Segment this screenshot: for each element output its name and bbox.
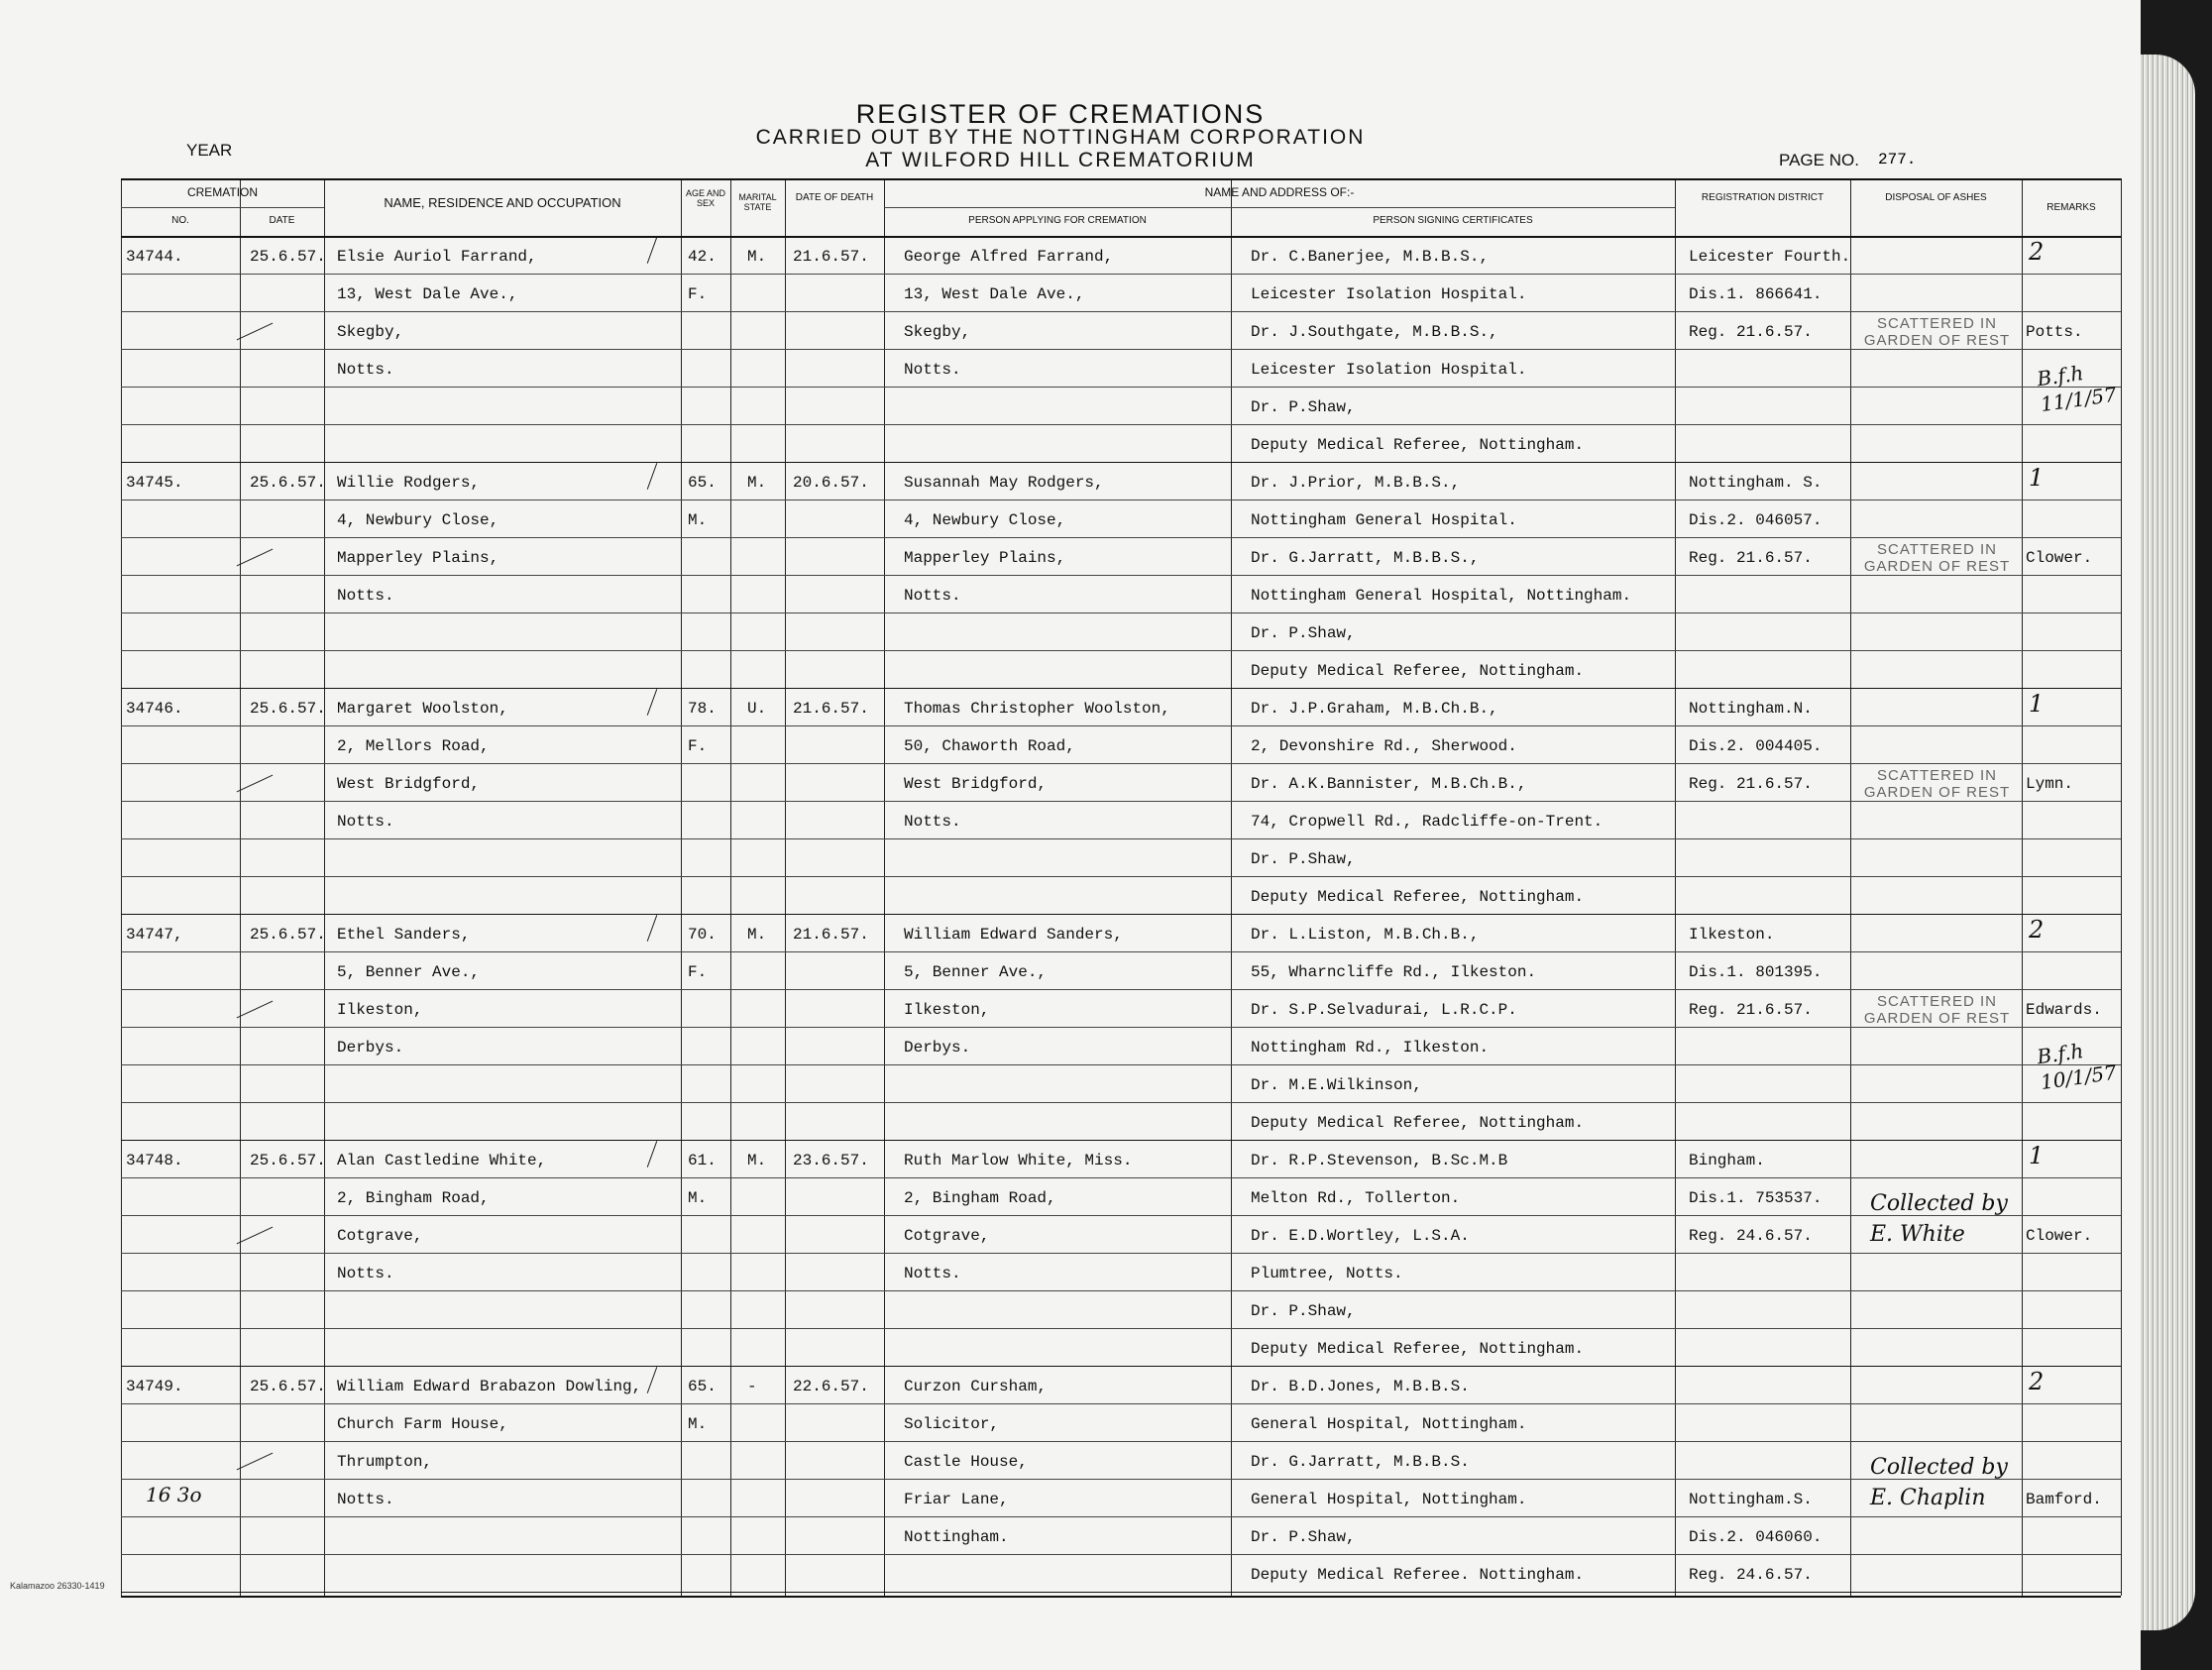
applicant-address-line: 13, West Dale Ave., — [904, 285, 1085, 303]
ashes-disposal: Collected by E. White — [1870, 1191, 2008, 1247]
ashes-disposal: SCATTERED IN GARDEN OF REST — [1863, 541, 2011, 576]
certifier-line: Deputy Medical Referee, Nottingham. — [1251, 662, 1585, 680]
certifier-line: 2, Devonshire Rd., Sherwood. — [1251, 737, 1517, 755]
row-rule — [121, 1177, 2121, 1178]
registration-line: Nottingham. S. — [1689, 474, 1823, 492]
table-border — [121, 178, 2121, 180]
registration-line: Dis.2. 046057. — [1689, 511, 1823, 529]
row-rule — [121, 311, 2121, 312]
applicant-address-line: Castle House, — [904, 1453, 1028, 1471]
tick-mark — [647, 237, 658, 264]
deceased-address-line: Notts. — [337, 587, 394, 605]
applicant-name: William Edward Sanders, — [904, 926, 1123, 944]
tick-mark — [237, 775, 274, 793]
remark-number: 1 — [2029, 1142, 2045, 1169]
certifier-line: Dr. P.Shaw, — [1251, 1528, 1356, 1546]
applicant-address-line: Derbys. — [904, 1039, 971, 1057]
applicant-address-line: 50, Chaworth Road, — [904, 737, 1075, 755]
marital-state: M. — [747, 926, 767, 944]
remark-name: Edwards. — [2026, 1001, 2102, 1019]
certifier-line: Deputy Medical Referee, Nottingham. — [1251, 1114, 1585, 1132]
row-rule — [121, 1479, 2121, 1480]
entry-divider — [121, 462, 2121, 463]
entry-divider — [121, 1366, 2121, 1367]
deceased-name: Margaret Woolston, — [337, 700, 508, 718]
age: 65. — [688, 474, 717, 492]
tick-mark — [647, 915, 658, 942]
applicant-name: Thomas Christopher Woolston, — [904, 700, 1170, 718]
applicant-address-line: Ilkeston, — [904, 1001, 990, 1019]
certifier-line: Leicester Isolation Hospital. — [1251, 285, 1527, 303]
remark-number: 2 — [2029, 1368, 2045, 1395]
cremation-date: 25.6.57. — [250, 248, 326, 266]
date-of-death: 21.6.57. — [793, 926, 869, 944]
deceased-address-line: Skegby, — [337, 323, 404, 341]
row-rule — [121, 500, 2121, 501]
certifier-line: Dr. A.K.Bannister, M.B.Ch.B., — [1251, 775, 1527, 793]
row-rule — [121, 838, 2121, 839]
certifier-line: Deputy Medical Referee, Nottingham. — [1251, 436, 1585, 454]
cremation-date: 25.6.57. — [250, 474, 326, 492]
row-rule — [121, 725, 2121, 726]
row-rule — [121, 1554, 2121, 1555]
column-rule — [1231, 178, 1232, 1596]
printer-imprint: Kalamazoo 26330-1419 — [10, 1581, 105, 1591]
applicant-address-line: 5, Benner Ave., — [904, 963, 1048, 981]
row-rule — [121, 801, 2121, 802]
tick-mark — [647, 1141, 658, 1168]
header-no: NO. — [171, 215, 189, 226]
header-rule — [121, 207, 324, 208]
certifier-line: Nottingham Rd., Ilkeston. — [1251, 1039, 1490, 1057]
remark-number: 2 — [2029, 238, 2045, 266]
header-date-of-death: DATE OF DEATH — [795, 192, 874, 203]
applicant-address-line: Mapperley Plains, — [904, 549, 1066, 567]
deceased-address-line: 4, Newbury Close, — [337, 511, 499, 529]
applicant-name: George Alfred Farrand, — [904, 248, 1114, 266]
registration-line: Leicester Fourth. — [1689, 248, 1851, 266]
tick-mark — [237, 1227, 274, 1245]
sex: M. — [688, 511, 708, 529]
applicant-address-line: 2, Bingham Road, — [904, 1189, 1056, 1207]
tick-mark — [237, 1001, 274, 1019]
certifier-line: Dr. J.Southgate, M.B.B.S., — [1251, 323, 1498, 341]
deceased-address-line: 5, Benner Ave., — [337, 963, 481, 981]
row-rule — [121, 424, 2121, 425]
column-rule — [1675, 178, 1676, 1596]
registration-line: Nottingham.N. — [1689, 700, 1813, 718]
ashes-disposal: SCATTERED IN GARDEN OF REST — [1863, 315, 2011, 350]
remark-number: 1 — [2029, 464, 2045, 492]
remark-initials: B.f.h 11/1/57 — [2035, 361, 2119, 417]
header-applicant: PERSON APPLYING FOR CREMATION — [968, 215, 1147, 226]
certifier-line: Deputy Medical Referee, Nottingham. — [1251, 888, 1585, 906]
entry-divider — [121, 688, 2121, 689]
age: 78. — [688, 700, 717, 718]
registration-line: Dis.1. 753537. — [1689, 1189, 1823, 1207]
marital-state: M. — [747, 474, 767, 492]
row-rule — [121, 1253, 2121, 1254]
remark-name: Lymn. — [2026, 775, 2074, 793]
entry-divider — [121, 1140, 2121, 1141]
cremation-date: 25.6.57. — [250, 1152, 326, 1169]
column-rule — [121, 178, 122, 1596]
certifier-line: Leicester Isolation Hospital. — [1251, 361, 1527, 379]
date-of-death: 21.6.57. — [793, 700, 869, 718]
sex: M. — [688, 1415, 708, 1433]
applicant-address-line: Notts. — [904, 813, 961, 831]
row-rule — [121, 1102, 2121, 1103]
registration-line: Nottingham.S. — [1689, 1491, 1813, 1508]
header-disposal: DISPOSAL OF ASHES — [1885, 192, 1987, 203]
remark-name: Clower. — [2026, 1227, 2093, 1245]
row-rule — [121, 1027, 2121, 1028]
tick-mark — [237, 549, 274, 567]
remark-number: 2 — [2029, 916, 2045, 944]
certifier-line: Dr. B.D.Jones, M.B.B.S. — [1251, 1378, 1470, 1395]
registration-line: Reg. 21.6.57. — [1689, 323, 1813, 341]
remark-name: Bamford. — [2026, 1491, 2102, 1508]
cremation-number: 34749. — [126, 1378, 183, 1395]
certifier-line: Melton Rd., Tollerton. — [1251, 1189, 1461, 1207]
entry-divider — [121, 914, 2121, 915]
ashes-disposal: SCATTERED IN GARDEN OF REST — [1863, 993, 2011, 1028]
column-rule — [681, 178, 682, 1596]
cremation-number: 34745. — [126, 474, 183, 492]
registration-line: Reg. 24.6.57. — [1689, 1227, 1813, 1245]
row-rule — [121, 876, 2121, 877]
deceased-address-line: 13, West Dale Ave., — [337, 285, 518, 303]
deceased-address-line: 2, Mellors Road, — [337, 737, 490, 755]
header-date: DATE — [269, 215, 295, 226]
certifier-line: Plumtree, Notts. — [1251, 1265, 1403, 1282]
column-rule — [1850, 178, 1851, 1596]
tick-mark — [647, 463, 658, 490]
applicant-address-line: Friar Lane, — [904, 1491, 1009, 1508]
certifier-line: Deputy Medical Referee. Nottingham. — [1251, 1566, 1585, 1584]
certifier-line: Nottingham General Hospital, Nottingham. — [1251, 587, 1632, 605]
column-rule — [2121, 178, 2122, 1596]
row-rule — [121, 989, 2121, 990]
page-number-value: 277. — [1878, 151, 1917, 168]
remark-number: 1 — [2029, 690, 2045, 718]
row-rule — [121, 1441, 2121, 1442]
column-rule — [2022, 178, 2023, 1596]
row-rule — [121, 763, 2121, 764]
row-rule — [121, 1516, 2121, 1517]
deceased-address-line: Church Farm House, — [337, 1415, 508, 1433]
margin-note: 16 3o — [146, 1483, 202, 1506]
column-rule — [884, 178, 885, 1596]
certifier-line: Dr. P.Shaw, — [1251, 1302, 1356, 1320]
entry-divider — [121, 1592, 2121, 1593]
deceased-name: Elsie Auriol Farrand, — [337, 248, 537, 266]
row-rule — [121, 349, 2121, 350]
deceased-address-line: West Bridgford, — [337, 775, 481, 793]
age: 65. — [688, 1378, 717, 1395]
certifier-line: Nottingham General Hospital. — [1251, 511, 1517, 529]
sex: F. — [688, 285, 708, 303]
row-rule — [121, 1215, 2121, 1216]
cremation-date: 25.6.57. — [250, 1378, 326, 1395]
certifier-line: Dr. J.P.Graham, M.B.Ch.B., — [1251, 700, 1498, 718]
header-remarks: REMARKS — [2046, 202, 2096, 213]
certifier-line: Dr. G.Jarratt, M.B.B.S., — [1251, 549, 1480, 567]
registration-line: Reg. 24.6.57. — [1689, 1566, 1813, 1584]
table-border — [121, 1596, 2121, 1598]
applicant-address-line: Solicitor, — [904, 1415, 1000, 1433]
row-rule — [121, 387, 2121, 388]
applicant-address-line: 4, Newbury Close, — [904, 511, 1066, 529]
register-table — [121, 178, 2121, 1596]
certifier-line: Dr. C.Banerjee, M.B.B.S., — [1251, 248, 1490, 266]
deceased-address-line: Mapperley Plains, — [337, 549, 499, 567]
registration-line: Bingham. — [1689, 1152, 1765, 1169]
applicant-address-line: Notts. — [904, 587, 961, 605]
date-of-death: 20.6.57. — [793, 474, 869, 492]
row-rule — [121, 575, 2121, 576]
row-rule — [121, 1403, 2121, 1404]
applicant-address-line: Cotgrave, — [904, 1227, 990, 1245]
certifier-line: Dr. J.Prior, M.B.B.S., — [1251, 474, 1461, 492]
register-title: REGISTER OF CREMATIONS — [855, 99, 1266, 129]
row-rule — [121, 1064, 2121, 1065]
tick-mark — [647, 1367, 658, 1393]
page-number-label: PAGE NO. — [1779, 151, 1859, 169]
book-page-edges — [2141, 55, 2195, 1630]
registration-line: Reg. 21.6.57. — [1689, 1001, 1813, 1019]
cremation-number: 34744. — [126, 248, 183, 266]
row-rule — [121, 951, 2121, 952]
registration-line: Dis.2. 046060. — [1689, 1528, 1823, 1546]
certifier-line: Dr. S.P.Selvadurai, L.R.C.P. — [1251, 1001, 1517, 1019]
certifier-line: General Hospital, Nottingham. — [1251, 1491, 1527, 1508]
sex: F. — [688, 963, 708, 981]
row-rule — [121, 612, 2121, 613]
age: 42. — [688, 248, 717, 266]
deceased-name: Alan Castledine White, — [337, 1152, 547, 1169]
certifier-line: Dr. R.P.Stevenson, B.Sc.M.B — [1251, 1152, 1508, 1169]
row-rule — [121, 274, 2121, 275]
tick-mark — [647, 689, 658, 716]
deceased-name: Ethel Sanders, — [337, 926, 471, 944]
applicant-address-line: Notts. — [904, 361, 961, 379]
deceased-address-line: Derbys. — [337, 1039, 404, 1057]
row-rule — [121, 1328, 2121, 1329]
cremation-number: 34748. — [126, 1152, 183, 1169]
applicant-name: Susannah May Rodgers, — [904, 474, 1104, 492]
applicant-address-line: West Bridgford, — [904, 775, 1048, 793]
header-name-address: NAME AND ADDRESS OF:- — [1204, 185, 1355, 199]
sex: F. — [688, 737, 708, 755]
ashes-disposal: SCATTERED IN GARDEN OF REST — [1863, 767, 2011, 802]
deceased-address-line: Thrumpton, — [337, 1453, 433, 1471]
certifier-line: Deputy Medical Referee, Nottingham. — [1251, 1340, 1585, 1358]
cremation-date: 25.6.57. — [250, 926, 326, 944]
remark-name: Potts. — [2026, 323, 2083, 341]
certifier-line: 55, Wharncliffe Rd., Ilkeston. — [1251, 963, 1537, 981]
date-of-death: 23.6.57. — [793, 1152, 869, 1169]
header-cremation: CREMATION — [186, 185, 259, 199]
register-subtitle: CARRIED OUT BY THE NOTTINGHAM CORPORATION — [755, 126, 1366, 149]
registration-line: Reg. 21.6.57. — [1689, 775, 1813, 793]
deceased-address-line: Ilkeston, — [337, 1001, 423, 1019]
marital-state: U. — [747, 700, 767, 718]
certifier-line: 74, Cropwell Rd., Radcliffe-on-Trent. — [1251, 813, 1604, 831]
applicant-name: Curzon Cursham, — [904, 1378, 1048, 1395]
age: 61. — [688, 1152, 717, 1169]
deceased-address-line: Notts. — [337, 361, 394, 379]
deceased-address-line: 2, Bingham Road, — [337, 1189, 490, 1207]
row-rule — [121, 650, 2121, 651]
row-rule — [121, 1290, 2121, 1291]
ashes-disposal: Collected by E. Chaplin — [1870, 1455, 2008, 1510]
row-rule — [121, 537, 2121, 538]
registration-line: Reg. 21.6.57. — [1689, 549, 1813, 567]
deceased-name: Willie Rodgers, — [337, 474, 481, 492]
deceased-address-line: Cotgrave, — [337, 1227, 423, 1245]
marital-state: M. — [747, 248, 767, 266]
certifier-line: Dr. P.Shaw, — [1251, 398, 1356, 416]
deceased-name: William Edward Brabazon Dowling, — [337, 1378, 642, 1395]
deceased-address-line: Notts. — [337, 1265, 394, 1282]
certifier-line: Dr. E.D.Wortley, L.S.A. — [1251, 1227, 1470, 1245]
year-label: YEAR — [186, 141, 233, 160]
certifier-line: Dr. L.Liston, M.B.Ch.B., — [1251, 926, 1480, 944]
certifier-line: General Hospital, Nottingham. — [1251, 1415, 1527, 1433]
marital-state: - — [747, 1378, 757, 1395]
certifier-line: Dr. P.Shaw, — [1251, 850, 1356, 868]
header-registration: REGISTRATION DISTRICT — [1701, 192, 1825, 203]
header-certifier: PERSON SIGNING CERTIFICATES — [1373, 215, 1533, 226]
header-marital: MARITAL STATE — [738, 192, 777, 213]
date-of-death: 22.6.57. — [793, 1378, 869, 1395]
remark-name: Clower. — [2026, 549, 2093, 567]
deceased-address-line: Notts. — [337, 813, 394, 831]
applicant-address-line: Notts. — [904, 1265, 961, 1282]
certifier-line: Dr. M.E.Wilkinson, — [1251, 1076, 1422, 1094]
cremation-date: 25.6.57. — [250, 700, 326, 718]
header-rule — [884, 207, 1675, 208]
register-subtitle-2: AT WILFORD HILL CREMATORIUM — [865, 149, 1256, 171]
tick-mark — [237, 323, 274, 341]
sex: M. — [688, 1189, 708, 1207]
registration-line: Ilkeston. — [1689, 926, 1775, 944]
deceased-address-line: Notts. — [337, 1491, 394, 1508]
registration-line: Dis.1. 801395. — [1689, 963, 1823, 981]
marital-state: M. — [747, 1152, 767, 1169]
column-rule — [730, 178, 731, 1596]
column-rule — [785, 178, 786, 1596]
header-bottom-rule — [121, 236, 2121, 238]
registration-line: Dis.1. 866641. — [1689, 285, 1823, 303]
certifier-line: Dr. G.Jarratt, M.B.B.S. — [1251, 1453, 1470, 1471]
date-of-death: 21.6.57. — [793, 248, 869, 266]
applicant-name: Ruth Marlow White, Miss. — [904, 1152, 1133, 1169]
registration-line: Dis.2. 004405. — [1689, 737, 1823, 755]
certifier-line: Dr. P.Shaw, — [1251, 624, 1356, 642]
tick-mark — [237, 1453, 274, 1471]
applicant-address-line: Skegby, — [904, 323, 971, 341]
column-rule — [240, 178, 241, 1596]
age: 70. — [688, 926, 717, 944]
header-name: NAME, RESIDENCE AND OCCUPATION — [384, 195, 621, 210]
header-age-sex: AGE AND SEX — [685, 188, 725, 209]
applicant-address-line: Nottingham. — [904, 1528, 1009, 1546]
cremation-number: 34746. — [126, 700, 183, 718]
remark-initials: B.f.h 10/1/57 — [2035, 1039, 2119, 1095]
cremation-number: 34747, — [126, 926, 183, 944]
